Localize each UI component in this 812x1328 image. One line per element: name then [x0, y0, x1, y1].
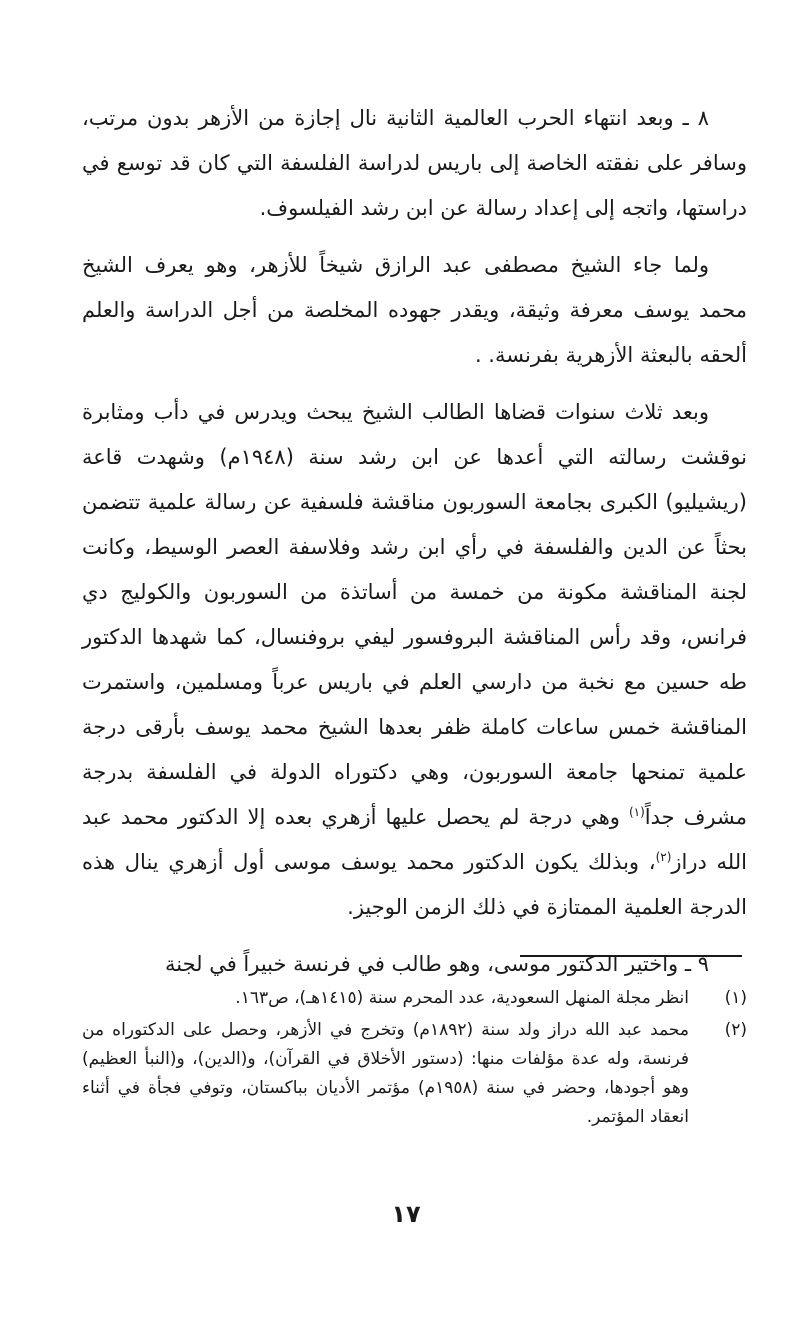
footnote-1	[82, 984, 747, 1013]
paragraph-9: ٩ ـ واختير الدكتور موسى، وهو طالب في فرنسة خبيراً في لجنة	[164, 952, 709, 976]
footnote-number: (٢)	[724, 1020, 747, 1040]
footnote-ref-2: (٢)	[655, 850, 672, 864]
doctorate-text-part1: وبعد ثلاث سنوات قضاها الطالب الشيخ يبحث ويدرس في دأب ومثابرة نوقشت رسالته التي أعدها عن ابن رشد سنة (١٩٤٨م) وشهدت قاعة (ريشيليو) الكبرى بجامعة السوربون مناقشة فلسفية عن رسالة علمية تتضمن بحثاً عن الدين والفلسفة في رأي ابن رشد وفلاسفة العصر الوسيط، وكانت لجنة المناقشة مكونة من خمسة من أساتذة من السوربون والكوليج دي فرانس، وقد رأس المناقشة البروفسور ليفي بروفنسال، كما شهدها الدكتور طه حسين مع نخبة من دارسي العلم في باريس عرباً ومسلمين، واستمرت المناقشة خمس ساعات كاملة ظفر بعدها الشيخ محمد يوسف بأرقى درجة علمية تمنحها جامعة السوربون، وهي دكتوراه الدولة في الفلسفة بدرجة مشرف جداً	[82, 400, 747, 829]
paragraph-8: ٨ ـ وبعد انتهاء الحرب العالمية الثانية نال إجازة من الأزهر بدون مرتب، وسافر على نفقته الخاصة إلى باريس لدراسة الفلسفة التي كان قد توسع في دراستها، واتجه إلى إعداد رسالة عن ابن رشد الفيلسوف.	[82, 106, 747, 220]
doctorate-text-part2: وهي درجة لم يحصل عليها أزهري بعده إلا الدكتور محمد عبد الله دراز	[82, 805, 747, 874]
footnote-2	[82, 1016, 747, 1132]
footnote-divider	[520, 955, 742, 957]
doctorate-text-part3: ، وبذلك يكون الدكتور محمد يوسف موسى أول أزهري ينال هذه الدرجة العلمية الممتازة في ذلك الزمن الوجيز.	[82, 850, 747, 919]
paragraph-azhar-mission: ولما جاء الشيخ مصطفى عبد الرازق شيخاً للأزهر، وهو يعرف الشيخ محمد يوسف معرفة وثيقة، ويقدر جهوده المخلصة من أجل الدراسة والعلم ألحقه بالبعثة الأزهرية بفرنسة. .	[82, 253, 747, 367]
footnote-number: (١)	[724, 988, 747, 1008]
page-number: ١٧	[391, 1200, 421, 1228]
footnote-text: محمد عبد الله دراز ولد سنة (١٨٩٢م) وتخرج في الأزهر، وحصل على الدكتوراه من فرنسة، وله عدة مؤلفات منها: (دستور الأخلاق في القرآن)، و(الدين)، و(النبأ العظيم) وهو أجودها، وحضر في سنة (١٩٥٨م) مؤتمر الأديان بباكستان، وتوفي فجأة في أثناء انعقاد المؤتمر.	[82, 1020, 689, 1127]
paragraph-doctorate	[82, 390, 747, 930]
footnotes	[82, 984, 747, 1135]
footnote-ref-1: (١)	[628, 805, 645, 819]
main-text	[82, 96, 747, 999]
footnote-text: انظر مجلة المنهل السعودية، عدد المحرم سنة (١٤١٥هـ)، ص١٦٣.	[235, 988, 689, 1008]
